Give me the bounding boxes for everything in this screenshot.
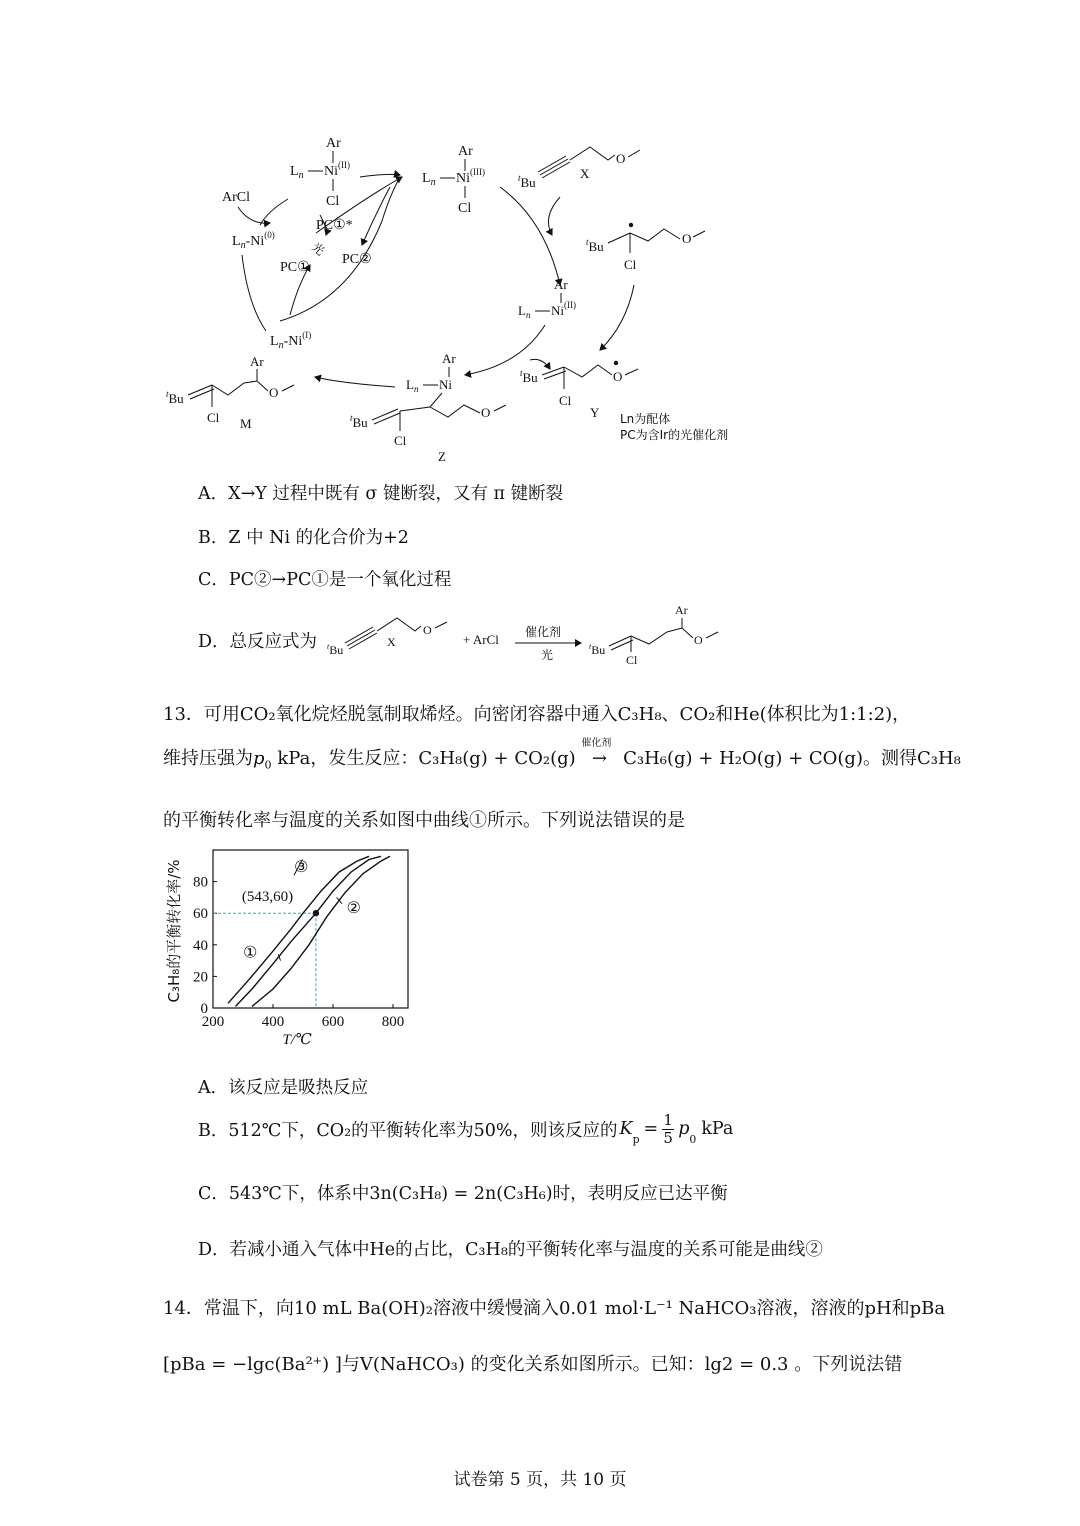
y-tick-label: 60 xyxy=(193,906,208,923)
q13-stem-line3: 的平衡转化率与温度的关系如图中曲线①所示。下列说法错误的是 xyxy=(163,810,685,831)
q12-option-a: A．X→Y 过程中既有 σ 键断裂，又有 π 键断裂 xyxy=(198,484,564,504)
svg-text:Cl: Cl xyxy=(394,433,407,448)
svg-text:Ar: Ar xyxy=(442,351,456,366)
svg-text:Ln: $L_n$ xyxy=(518,303,531,320)
ni-0-complex: $L_n-Ni^{(0)}$ xyxy=(232,230,275,251)
svg-text:Ar: Ar xyxy=(675,603,688,617)
x-tick-label: 200 xyxy=(201,1014,225,1030)
q13-stem-line2: 维持压强为$p_0$ kPa，发生反应：C₃H₈(g) + CO₂(g) 催化剂 → C₃H₆(g) + H₂O(g) + CO(g)。测得C₃H₈ xyxy=(163,738,961,772)
svg-text:Z: Z xyxy=(438,449,446,464)
series-label-3: ③ xyxy=(294,857,309,877)
ni-ii-complex-right xyxy=(518,277,576,320)
svg-text:Ar: Ar xyxy=(458,144,473,159)
svg-text:催化剂: 催化剂 xyxy=(525,625,562,639)
arcl-reagent: ArCl xyxy=(222,190,250,205)
catalytic-cycle-diagram xyxy=(150,125,729,470)
point-annotation: (543,60) xyxy=(241,889,294,906)
svg-text:O: O xyxy=(269,385,279,400)
svg-text:Ni(II): $Ni^{(II)}$ xyxy=(324,160,350,179)
svg-text:Ar: Ar xyxy=(326,136,341,151)
q12-option-b: B．Z 中 Ni 的化合价为+2 xyxy=(198,528,409,548)
y-tick-label: 0 xyxy=(200,1001,208,1017)
svg-text:tBu: $^t$Bu xyxy=(586,237,604,254)
y-tick-label: 40 xyxy=(193,937,208,954)
light-label: 光 xyxy=(308,239,328,259)
x-tick-label: 600 xyxy=(321,1014,345,1030)
q12-option-c: C．PC②→PC①是一个氧化过程 xyxy=(198,570,452,590)
svg-text:Ni: Ni xyxy=(439,377,452,392)
svg-text:Ln: $L_n$ xyxy=(422,171,436,188)
svg-text:M: M xyxy=(240,416,252,431)
pc1-excited: PC①* xyxy=(316,218,353,233)
series-line-2 xyxy=(228,856,369,1003)
complex-z xyxy=(350,351,506,464)
plot-frame xyxy=(213,850,408,1008)
svg-text:tBu: $^t$Bu xyxy=(518,173,536,190)
y-tick-label: 80 xyxy=(193,874,208,891)
svg-text:O: O xyxy=(613,369,623,384)
svg-text:Ni(III): $Ni^{(III)}$ xyxy=(456,167,485,186)
svg-text:Ni(II): $Ni^{(II)}$ xyxy=(551,300,576,318)
svg-text:O: O xyxy=(682,231,692,246)
svg-text:tBu: $^t$Bu xyxy=(166,389,184,406)
page-footer: 试卷第 5 页，共 10 页 xyxy=(453,1470,627,1490)
svg-text:tBu: $^t$Bu xyxy=(327,642,344,657)
svg-text:Ar: Ar xyxy=(554,277,568,292)
q12-overall-equation xyxy=(325,598,725,667)
pc1-ground: PC① xyxy=(280,260,310,275)
svg-text:X: X xyxy=(387,635,396,649)
q13-option-c: C．543℃下，体系中3n(C₃H₈) = 2n(C₃H₆)时，表明反应已达平衡 xyxy=(198,1184,728,1204)
svg-text:Ar: Ar xyxy=(250,354,264,369)
svg-text:Cl: Cl xyxy=(207,410,220,425)
svg-text:+ ArCl: + ArCl xyxy=(463,632,499,647)
x-axis-label: T/℃ xyxy=(282,1032,312,1048)
q13-stem-line1: 13．可用CO₂氧化烷烃脱氢制取烯烃。向密闭容器中通入C₃H₈、CO₂和He(体积比为1:1:2)， xyxy=(163,704,911,725)
svg-text:Ln: $L_n$ xyxy=(290,164,304,181)
svg-text:Cl: Cl xyxy=(626,653,638,667)
q12-option-d-label: D．总反应式为 xyxy=(198,632,318,652)
series-line-1 xyxy=(236,856,382,1006)
q13-option-d: D．若减小通入气体中He的占比，C₃H₈的平衡转化率与温度的关系可能是曲线② xyxy=(198,1240,823,1260)
pc2-reduced: PC② xyxy=(342,252,372,267)
x-tick-label: 800 xyxy=(381,1014,405,1030)
x-tick-label: 400 xyxy=(261,1014,285,1030)
svg-text:Ln: $L_n$ xyxy=(406,377,419,394)
svg-text:X: X xyxy=(580,166,590,181)
marked-point xyxy=(313,910,319,916)
svg-text:Cl: Cl xyxy=(326,194,340,209)
svg-text:tBu: $^t$Bu xyxy=(520,368,538,385)
svg-text:O: O xyxy=(423,623,432,637)
ni-iii-complex xyxy=(422,144,485,216)
ni-i-complex: $L_n-Ni^{(I)}$ xyxy=(270,330,312,351)
series-label-1: ① xyxy=(243,942,258,962)
ni-ii-complex-top xyxy=(290,136,350,209)
svg-text:Y: Y xyxy=(590,405,600,420)
series-label-2: ② xyxy=(346,898,361,918)
note-photocatalyst: PC为含Ir的光催化剂 xyxy=(620,428,729,442)
svg-text:Cl: Cl xyxy=(458,201,472,216)
q14-stem-line1: 14．常温下，向10 mL Ba(OH)₂溶液中缓慢滴入0.01 mol·L⁻¹ NaHCO₃溶液，溶液的pH和pBa xyxy=(163,1298,946,1319)
series-line-3 xyxy=(252,856,390,1006)
conversion-vs-temperature-chart xyxy=(163,842,423,1054)
svg-text:O: O xyxy=(481,405,491,420)
q14-stem-line2: [pBa = −lgc(Ba²⁺) ]与V(NaHCO₃) 的变化关系如图所示。已知：lg2 = 0.3 。下列说法错 xyxy=(163,1354,903,1375)
vinyl-radical-intermediate xyxy=(586,223,705,272)
svg-text:Cl: Cl xyxy=(624,257,637,272)
svg-text:O: O xyxy=(616,151,626,166)
svg-text:O: O xyxy=(694,633,703,647)
q13-option-a: A．该反应是吸热反应 xyxy=(198,1078,369,1098)
svg-text:tBu: $^t$Bu xyxy=(589,642,606,657)
svg-text:tBu: $^t$Bu xyxy=(350,413,368,430)
y-axis-label: C₃H₈的平衡转化率/% xyxy=(165,859,183,1003)
note-ligand: Ln为配体 xyxy=(620,412,671,426)
alkyne-x xyxy=(518,147,640,190)
svg-text:Cl: Cl xyxy=(559,393,572,408)
y-tick-label: 20 xyxy=(193,969,208,986)
svg-text:光: 光 xyxy=(541,648,554,662)
product-m xyxy=(166,354,294,431)
q13-option-b: B．512℃下，CO₂的平衡转化率为50%，则该反应的 K $_p$ = $\frac{1}{5}$ p $_0$ kPa xyxy=(198,1111,734,1147)
